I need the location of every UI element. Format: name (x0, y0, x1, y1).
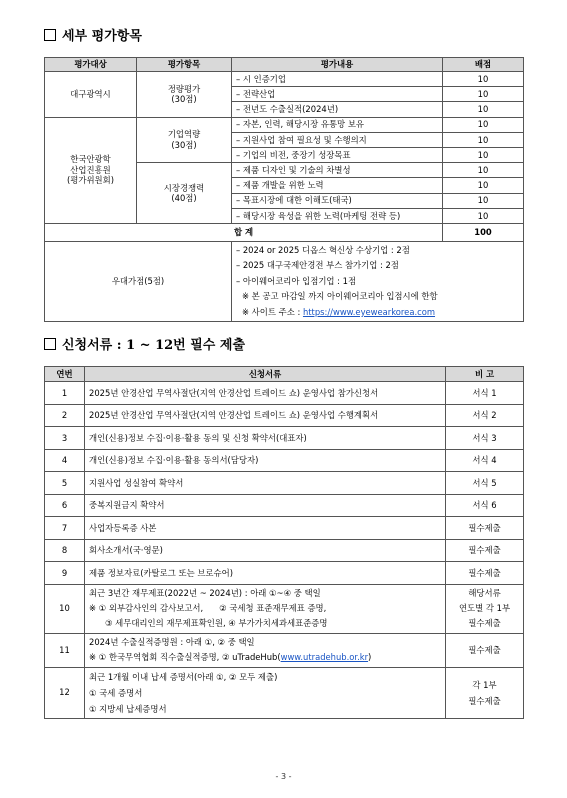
checkbox-square-icon (44, 29, 56, 41)
note-cell (446, 667, 524, 718)
note-line: 필수제출 (468, 618, 501, 628)
note-cell: 필수제출 (446, 633, 524, 667)
target-line: 한국안광학 (70, 154, 111, 165)
score-cell: 10 (443, 193, 524, 208)
site-link[interactable]: https://www.eyewearkorea.com (302, 306, 436, 317)
doc-line: ※ ① 외부감사인의 감사보고서, ② 국세청 표준재무제표 증명, (89, 603, 327, 613)
utradehub-link[interactable]: www.utradehub.or.kr (280, 652, 369, 662)
doc-line: 최근 1개월 이내 납세 증명서(아래 ①, ② 모두 제출) (89, 671, 278, 682)
doc-cell: 개인(신용)정보 수집·이용·활용 동의서(담당자) (85, 449, 446, 472)
note-cell: 서식 3 (446, 427, 524, 450)
section-heading-evaluation (44, 25, 142, 44)
table-header-row (45, 367, 524, 382)
header-cell: 평가내용 (232, 58, 443, 72)
table-row (45, 539, 524, 562)
score-cell: 10 (443, 117, 524, 132)
note-line: 연도별 각 1부 (458, 603, 511, 613)
table-row (45, 562, 524, 585)
table-row (45, 382, 524, 405)
table-row (45, 633, 524, 667)
score-cell: 10 (443, 102, 524, 117)
content-cell: – 제품 디자인 및 기술의 차별성 (232, 163, 443, 178)
note-cell (446, 584, 524, 633)
bonus-line: – 2024 or 2025 디옵스 혁신상 수상기업 : 2점 (236, 244, 410, 255)
bonus-site-line (236, 305, 519, 321)
header-cell: 신청서류 (85, 367, 446, 382)
table-row (45, 667, 524, 718)
total-value: 100 (443, 223, 524, 241)
note-line: 필수제출 (468, 695, 501, 706)
row-number: 12 (45, 667, 85, 718)
doc-line: 최근 3년간 재무제표(2022년 ~ 2024년) : 아래 ①~④ 중 택일 (89, 588, 321, 598)
doc-line: ① 국세 증명서 (89, 687, 143, 698)
target-line: (평가위원회) (67, 175, 114, 186)
doc-line: ③ 세무대리인의 재무제표확인원, ④ 부가가치세과세표준증명 (89, 618, 328, 628)
table-row (45, 449, 524, 472)
doc-cell: 개인(신용)정보 수집·이용·활용 동의 및 신청 확약서(대표자) (85, 427, 446, 450)
doc-text: ※ ① 한국무역협회 직수출실적증명, ② uTradeHub( (89, 652, 281, 662)
evaluation-table (44, 57, 524, 322)
category-cell (137, 163, 232, 224)
doc-cell (85, 633, 446, 667)
note-cell: 서식 4 (446, 449, 524, 472)
category-points: (30점) (171, 94, 197, 105)
doc-cell: 2025년 안경산업 무역사절단(지역 안경산업 트레이드 쇼) 운영사업 참가신청서 (85, 382, 446, 405)
category-name: 시장경쟁력 (163, 182, 205, 193)
row-number: 6 (45, 494, 85, 517)
total-row (45, 223, 524, 241)
doc-cell (85, 584, 446, 633)
table-row (45, 72, 524, 87)
site-prefix: ※ 사이트 주소 : (242, 306, 303, 317)
content-cell: – 목표시장에 대한 이해도(태국) (232, 193, 443, 208)
header-cell: 평가대상 (45, 58, 137, 72)
note-cell: 서식 5 (446, 472, 524, 495)
header-cell: 평가항목 (137, 58, 232, 72)
target-cell: 대구광역시 (45, 72, 137, 118)
row-number: 4 (45, 449, 85, 472)
note-cell: 서식 1 (446, 382, 524, 405)
bonus-row (45, 241, 524, 322)
note-cell: 필수제출 (446, 562, 524, 585)
content-cell: – 전년도 수출실적(2024년) (232, 102, 443, 117)
header-cell: 배점 (443, 58, 524, 72)
category-cell (137, 117, 232, 163)
row-number: 7 (45, 517, 85, 540)
score-cell: 10 (443, 87, 524, 102)
page-number: - 3 - (275, 772, 292, 781)
category-cell (137, 72, 232, 118)
checkbox-square-icon (44, 338, 56, 350)
doc-cell (85, 667, 446, 718)
doc-cell: 중복지원금지 확약서 (85, 494, 446, 517)
note-cell: 필수제출 (446, 517, 524, 540)
row-number: 3 (45, 427, 85, 450)
score-cell: 10 (443, 208, 524, 223)
note-line: 각 1부 (472, 679, 497, 690)
header-cell: 연번 (45, 367, 85, 382)
total-label: 합 계 (45, 223, 443, 241)
bonus-content (232, 241, 524, 322)
doc-line: ① 지방세 납세증명서 (89, 703, 167, 714)
score-cell: 10 (443, 132, 524, 147)
content-cell: – 자본, 인력, 해당시장 유통망 보유 (232, 117, 443, 132)
note-cell: 서식 2 (446, 404, 524, 427)
row-number: 9 (45, 562, 85, 585)
doc-cell: 회사소개서(국·영문) (85, 539, 446, 562)
bonus-line: ※ 본 공고 마감일 까지 아이웨어코리아 입점시에 한함 (242, 291, 438, 302)
doc-line: 2024년 수출실적증명원 : 아래 ①, ② 중 택일 (89, 637, 255, 647)
category-name: 기업역량 (167, 129, 201, 140)
doc-cell: 사업자등록증 사본 (85, 517, 446, 540)
doc-cell: 2025년 안경산업 무역사절단(지역 안경산업 트레이드 쇼) 운영사업 수행계획서 (85, 404, 446, 427)
score-cell: 10 (443, 163, 524, 178)
row-number: 11 (45, 633, 85, 667)
bonus-label: 우대가점(5점) (45, 241, 232, 322)
target-cell (45, 117, 137, 223)
doc-cell: 지원사업 성실참여 확약서 (85, 472, 446, 495)
bonus-line: – 2025 대구국제안경전 부스 참가기업 : 2점 (236, 260, 399, 271)
doc-cell: 제품 정보자료(카탈로그 또는 브로슈어) (85, 562, 446, 585)
content-cell: – 기업의 비전, 중장기 성장목표 (232, 147, 443, 162)
note-line: 해당서류 (468, 588, 501, 598)
table-row (45, 494, 524, 517)
target-line: 산업진흥원 (70, 164, 111, 175)
row-number: 8 (45, 539, 85, 562)
row-number: 1 (45, 382, 85, 405)
score-cell: 10 (443, 72, 524, 87)
row-number: 10 (45, 584, 85, 633)
header-cell: 비 고 (446, 367, 524, 382)
section-title: 신청서류 : 1 ~ 12번 필수 제출 (62, 338, 246, 353)
category-points: (30점) (171, 139, 197, 150)
bonus-line: – 아이웨어코리아 입점기업 : 1점 (236, 275, 357, 286)
table-row (45, 472, 524, 495)
content-cell: – 시 인증기업 (232, 72, 443, 87)
table-row (45, 584, 524, 633)
content-cell: – 해당시장 육성을 위한 노력(마케팅 전략 등) (232, 208, 443, 223)
note-cell: 서식 6 (446, 494, 524, 517)
note-cell: 필수제출 (446, 539, 524, 562)
row-number: 5 (45, 472, 85, 495)
score-cell: 10 (443, 178, 524, 193)
content-cell: – 전략산업 (232, 87, 443, 102)
section-title: 세부 평가항목 (62, 29, 142, 44)
category-name: 정량평가 (167, 83, 201, 94)
content-cell: – 지원사업 참여 필요성 및 수행의지 (232, 132, 443, 147)
score-cell: 10 (443, 147, 524, 162)
content-cell: – 제품 개발을 위한 노력 (232, 178, 443, 193)
section-heading-documents (44, 334, 245, 353)
category-points: (40점) (171, 193, 197, 203)
doc-text: ) (368, 652, 372, 662)
doc-line (89, 650, 441, 665)
table-row (45, 404, 524, 427)
table-row (45, 517, 524, 540)
table-row (45, 427, 524, 450)
row-number: 2 (45, 404, 85, 427)
table-header-row (45, 58, 524, 72)
documents-table (44, 366, 524, 719)
table-row (45, 117, 524, 132)
